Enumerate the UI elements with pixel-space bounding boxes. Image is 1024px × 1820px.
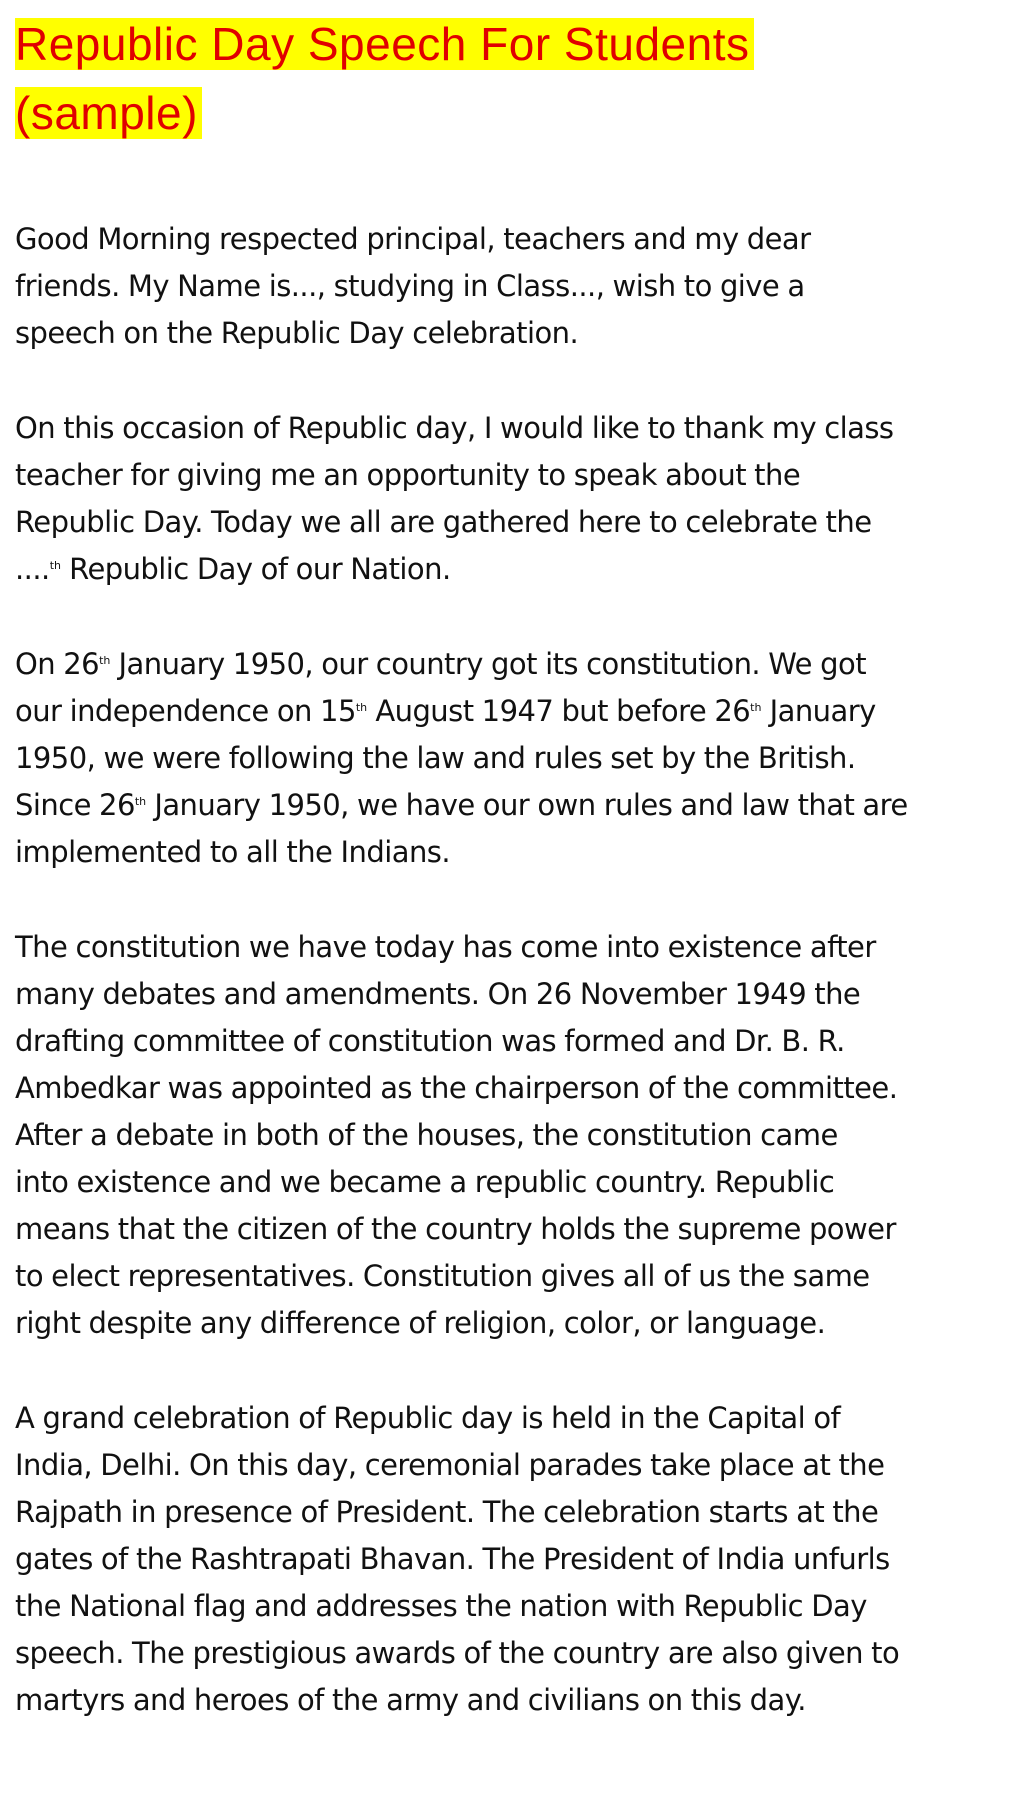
text-line: teacher for giving me an opportunity to speak about the bbox=[15, 458, 801, 492]
text-line: gates of the Rashtrapati Bhavan. The President of India unfurls bbox=[15, 1542, 890, 1576]
paragraph-constitution-history bbox=[15, 924, 1010, 1347]
text-line: A grand celebration of Republic day is held in the Capital of bbox=[15, 1401, 841, 1435]
text-segment: January bbox=[761, 694, 876, 728]
text-line: into existence and we became a republic country. Republic bbox=[15, 1165, 835, 1199]
text-segment: On 26 bbox=[15, 647, 100, 681]
title-line-2: (sample) bbox=[15, 87, 198, 139]
text-line: many debates and amendments. On 26 November 1949 the bbox=[15, 977, 861, 1011]
text-line: On this occasion of Republic day, I would like to thank my class bbox=[15, 411, 894, 445]
text-line: right despite any difference of religion, color, or language. bbox=[15, 1306, 826, 1340]
text-line: drafting committee of constitution was formed and Dr. B. R. bbox=[15, 1024, 845, 1058]
paragraph-greeting bbox=[15, 216, 1010, 357]
text-line bbox=[15, 546, 1010, 593]
text-segment: January 1950, we have our own rules and law that are bbox=[146, 788, 908, 822]
text-line: Good Morning respected principal, teachers and my dear bbox=[15, 222, 811, 256]
text-line: means that the citizen of the country holds the supreme power bbox=[15, 1212, 896, 1246]
text-line: friends. My Name is..., studying in Class..., wish to give a bbox=[15, 269, 805, 303]
ordinal-suffix: th bbox=[99, 654, 111, 667]
text-line: The constitution we have today has come into existence after bbox=[15, 930, 876, 964]
paragraph-celebration bbox=[15, 1395, 1010, 1724]
text-line: After a debate in both of the houses, the constitution came bbox=[15, 1118, 838, 1152]
text-segment: our independence on 15 bbox=[15, 694, 356, 728]
text-line: Ambedkar was appointed as the chairperson of the committee. bbox=[15, 1071, 898, 1105]
paragraph-occasion bbox=[15, 405, 1010, 593]
text-segment: August 1947 but before 26 bbox=[367, 694, 751, 728]
ordinal-suffix: th bbox=[49, 559, 61, 572]
text-segment: Since 26 bbox=[15, 788, 135, 822]
text-line: implemented to all the Indians. bbox=[15, 835, 450, 869]
text-line bbox=[15, 641, 1010, 688]
ordinal-suffix: th bbox=[134, 795, 147, 808]
ordinal-suffix: th bbox=[355, 701, 368, 714]
text-line: the National flag and addresses the nation with Republic Day bbox=[15, 1589, 867, 1623]
text-line: 1950, we were following the law and rules set by the British. bbox=[15, 741, 856, 775]
text-line: Republic Day. Today we all are gathered here to celebrate the bbox=[15, 505, 872, 539]
document-page bbox=[15, 10, 1010, 1724]
text-line bbox=[15, 782, 1010, 829]
text-line: martyrs and heroes of the army and civilians on this day. bbox=[15, 1683, 806, 1717]
speech-body bbox=[15, 216, 1010, 1724]
title-line-1: Republic Day Speech For Students bbox=[15, 18, 750, 70]
text-line: speech on the Republic Day celebration. bbox=[15, 316, 579, 350]
title-highlight bbox=[15, 18, 754, 139]
text-segment: January 1950, our country got its constitution. We got bbox=[110, 647, 867, 681]
text-segment: Republic Day of our Nation. bbox=[60, 552, 451, 586]
text-line: Rajpath in presence of President. The celebration starts at the bbox=[15, 1495, 879, 1529]
ordinal-suffix: th bbox=[750, 701, 762, 714]
text-line: speech. The prestigious awards of the country are also given to bbox=[15, 1636, 900, 1670]
text-line bbox=[15, 688, 1010, 735]
text-line: to elect representatives. Constitution gives all of us the same bbox=[15, 1259, 870, 1293]
page-title bbox=[15, 10, 1010, 148]
paragraph-constitution-date bbox=[15, 641, 1010, 876]
text-segment: .... bbox=[15, 552, 50, 586]
text-line: India, Delhi. On this day, ceremonial parades take place at the bbox=[15, 1448, 885, 1482]
